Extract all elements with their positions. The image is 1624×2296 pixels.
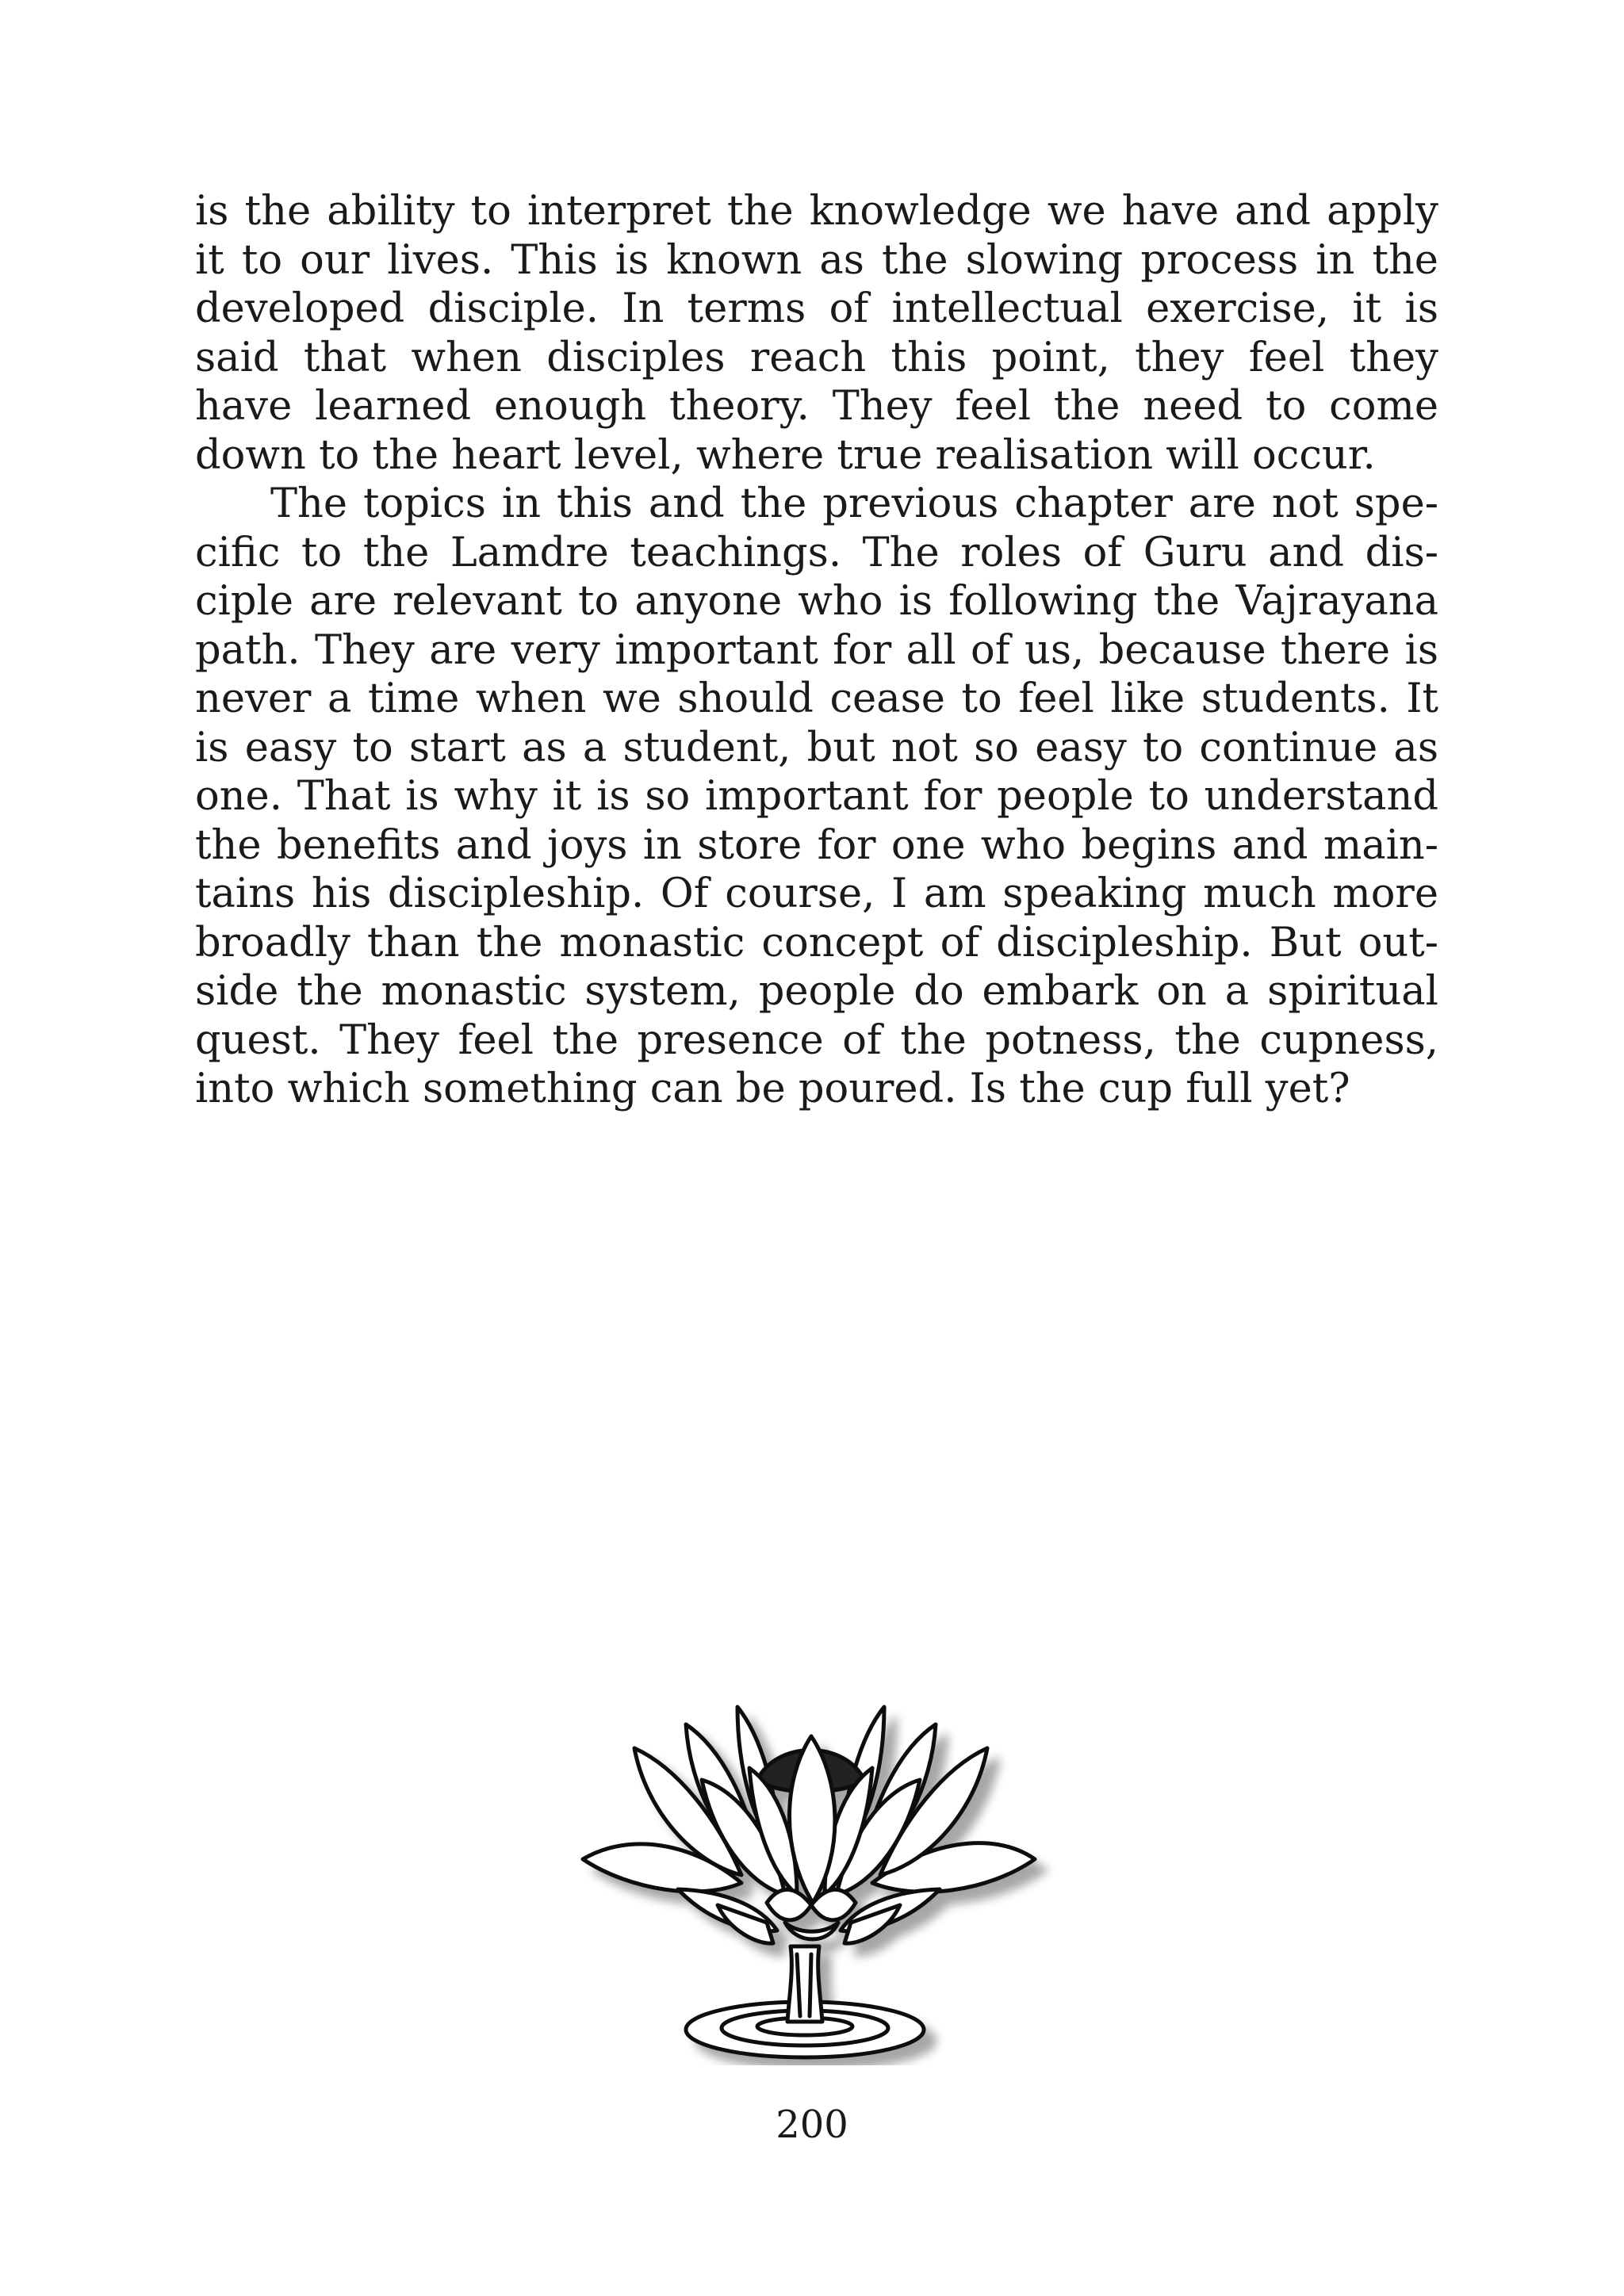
body-text [195,187,1438,1114]
page-number: 200 [776,2103,848,2147]
paragraph-topics: The topics in this and the previous chapter are not specific to the Lamdre teachings. The roles of Guru and disciple are relevant to anyone who is following the Vajrayana path. They are very important for all of us, because there is never a time when we should cease to feel like students. It is easy to start as a student, but not so easy to continue as one. That is why it is so important for people to understand the benefits and joys in store for one who begins and maintains his discipleship. Of course, I am speaking much more broadly than the monastic concept of discipleship. But outside the monastic system, people do embark on a spiritual quest. They feel the presence of the potness, the cupness, into which something can be poured. Is the cup full yet? [195,480,1438,1112]
lotus-flower-icon [559,1693,1067,2065]
paragraph-continuation: is the ability to interpret the knowledge we have and apply it to our lives. This is known as the slowing process in the developed disciple. In terms of intellectual exercise, it is said that when disciples reach this point, they feel they have learned enough theory. They feel the need to come down to the heart level, where true realisation will occur. [195,188,1438,479]
